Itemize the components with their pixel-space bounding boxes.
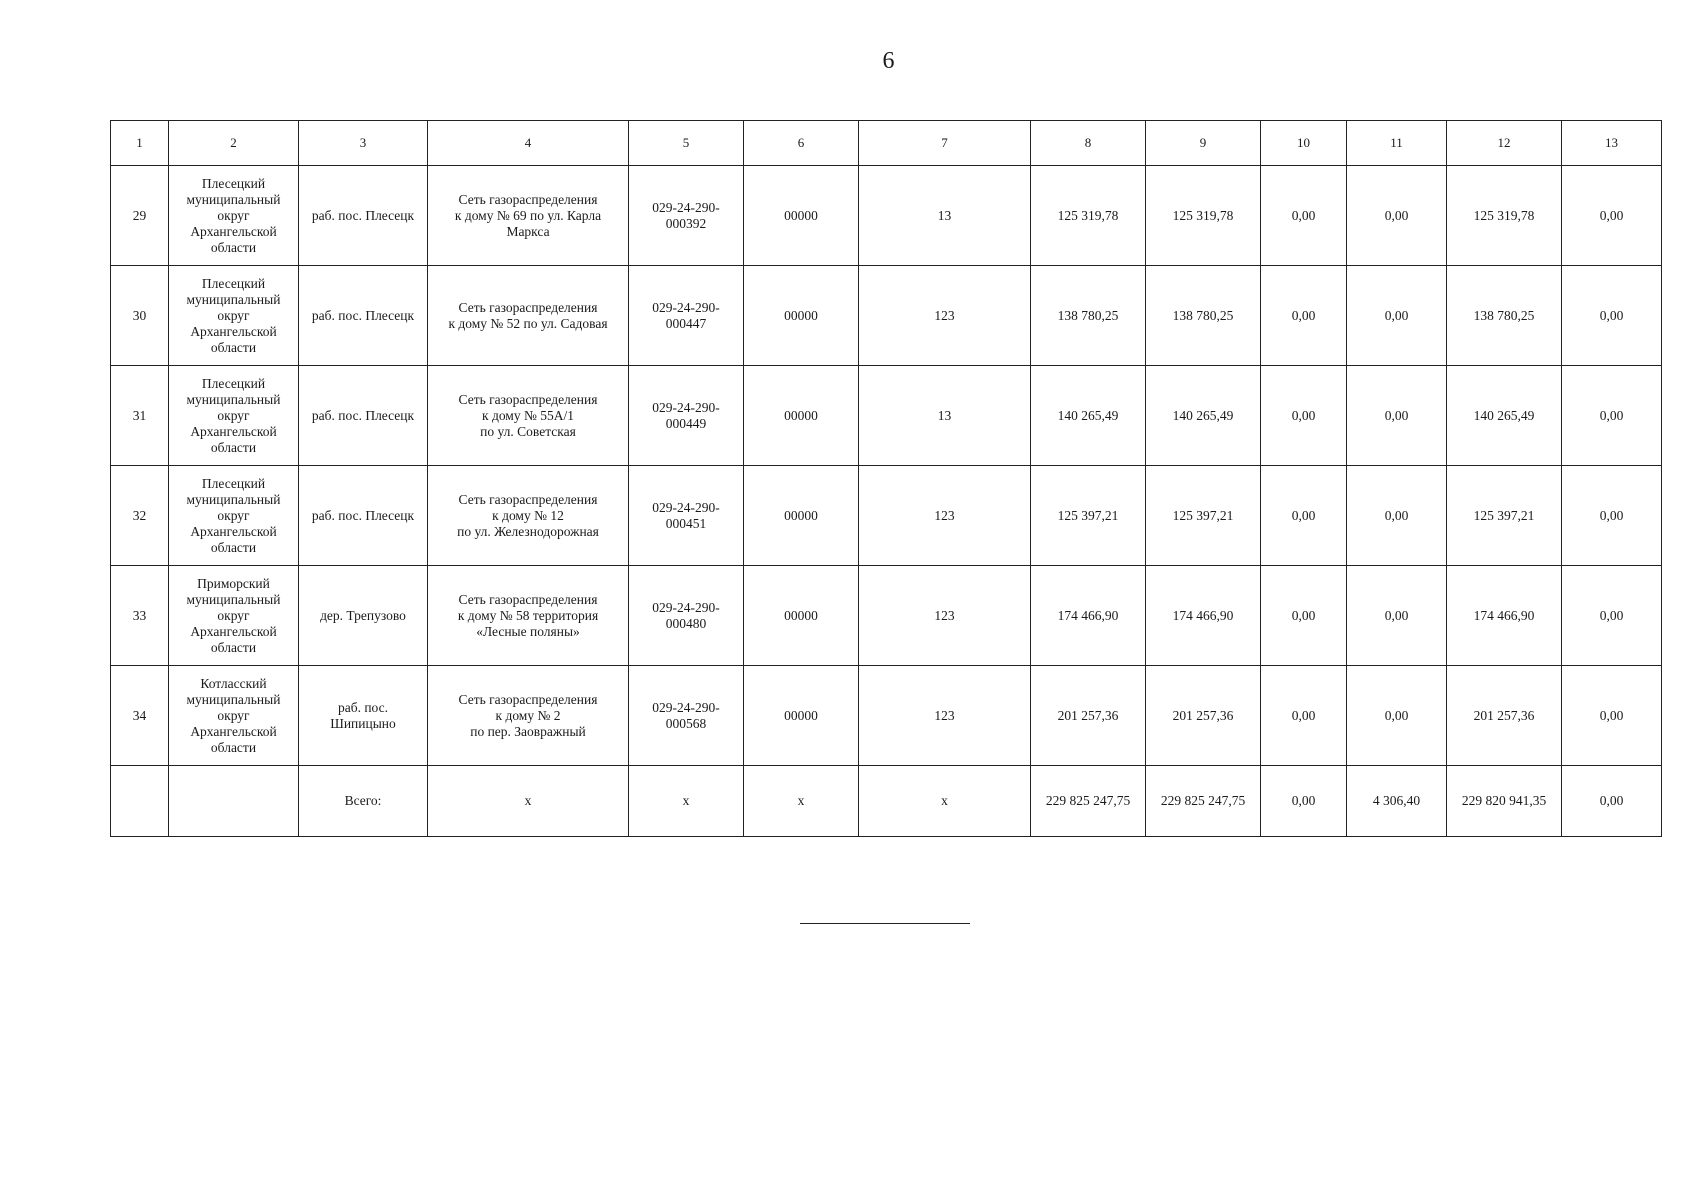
total-amount-col9-cell: 229 825 247,75 <box>1146 766 1261 837</box>
total-row <box>111 766 1662 837</box>
table-row <box>111 666 1662 766</box>
total-amount-col8-cell: 229 825 247,75 <box>1031 766 1146 837</box>
total-settlement-cell: Всего: <box>299 766 428 837</box>
settlement-cell: раб. пос. Плесецк <box>299 366 428 466</box>
settlement-cell: раб. пос. Плесецк <box>299 466 428 566</box>
amount-col10-cell: 0,00 <box>1261 266 1347 366</box>
settlement-cell: раб. пос. Шипицыно <box>299 666 428 766</box>
table-row <box>111 266 1662 366</box>
total-amount-col10-cell: 0,00 <box>1261 766 1347 837</box>
code-cell: 029-24-290- 000447 <box>629 266 744 366</box>
amount-col11-cell: 0,00 <box>1347 666 1447 766</box>
amount-col8-cell: 140 265,49 <box>1031 366 1146 466</box>
code-cell: 029-24-290- 000451 <box>629 466 744 566</box>
column-number-header: 9 <box>1146 121 1261 166</box>
municipality-cell: Плесецкий муниципальный округ Архангельской области <box>169 366 299 466</box>
object-name-cell: Сеть газораспределения к дому № 55А/1 по ул. Советская <box>428 366 629 466</box>
total-row-number-cell <box>111 766 169 837</box>
column-number-header: 13 <box>1562 121 1662 166</box>
row-number-cell: 34 <box>111 666 169 766</box>
amount-col8-cell: 125 319,78 <box>1031 166 1146 266</box>
municipality-cell: Котласский муниципальный округ Архангельской области <box>169 666 299 766</box>
amount-col10-cell: 0,00 <box>1261 666 1347 766</box>
subcode-cell: 00000 <box>744 166 859 266</box>
type-code-cell: 13 <box>859 366 1031 466</box>
column-number-header: 6 <box>744 121 859 166</box>
amount-col9-cell: 140 265,49 <box>1146 366 1261 466</box>
amount-col12-cell: 174 466,90 <box>1447 566 1562 666</box>
row-number-cell: 33 <box>111 566 169 666</box>
amount-col11-cell: 0,00 <box>1347 366 1447 466</box>
type-code-cell: 13 <box>859 166 1031 266</box>
page-number: 6 <box>882 48 895 74</box>
amount-col13-cell: 0,00 <box>1562 366 1662 466</box>
column-number-header-row <box>111 121 1662 166</box>
amount-col8-cell: 125 397,21 <box>1031 466 1146 566</box>
total-amount-col13-cell: 0,00 <box>1562 766 1662 837</box>
column-number-header: 11 <box>1347 121 1447 166</box>
amount-col13-cell: 0,00 <box>1562 566 1662 666</box>
amount-col8-cell: 174 466,90 <box>1031 566 1146 666</box>
end-of-document-line <box>800 923 970 924</box>
table-row <box>111 566 1662 666</box>
type-code-cell: 123 <box>859 566 1031 666</box>
amount-col11-cell: 0,00 <box>1347 566 1447 666</box>
municipality-cell: Плесецкий муниципальный округ Архангельской области <box>169 166 299 266</box>
total-object-name-cell: x <box>428 766 629 837</box>
subcode-cell: 00000 <box>744 366 859 466</box>
object-name-cell: Сеть газораспределения к дому № 2 по пер. Заовражный <box>428 666 629 766</box>
column-number-header: 1 <box>111 121 169 166</box>
object-name-cell: Сеть газораспределения к дому № 69 по ул. Карла Маркса <box>428 166 629 266</box>
type-code-cell: 123 <box>859 466 1031 566</box>
subcode-cell: 00000 <box>744 666 859 766</box>
row-number-cell: 30 <box>111 266 169 366</box>
amount-col9-cell: 201 257,36 <box>1146 666 1261 766</box>
type-code-cell: 123 <box>859 666 1031 766</box>
amount-col9-cell: 125 397,21 <box>1146 466 1261 566</box>
amount-col13-cell: 0,00 <box>1562 466 1662 566</box>
municipality-cell: Плесецкий муниципальный округ Архангельской области <box>169 266 299 366</box>
amount-col8-cell: 138 780,25 <box>1031 266 1146 366</box>
column-number-header: 3 <box>299 121 428 166</box>
object-name-cell: Сеть газораспределения к дому № 12 по ул. Железнодорожная <box>428 466 629 566</box>
data-table <box>110 120 1662 837</box>
code-cell: 029-24-290- 000568 <box>629 666 744 766</box>
subcode-cell: 00000 <box>744 266 859 366</box>
row-number-cell: 31 <box>111 366 169 466</box>
amount-col12-cell: 125 397,21 <box>1447 466 1562 566</box>
column-number-header: 4 <box>428 121 629 166</box>
amount-col10-cell: 0,00 <box>1261 366 1347 466</box>
subcode-cell: 00000 <box>744 566 859 666</box>
settlement-cell: дер. Трепузово <box>299 566 428 666</box>
amount-col12-cell: 138 780,25 <box>1447 266 1562 366</box>
code-cell: 029-24-290- 000480 <box>629 566 744 666</box>
table-row <box>111 166 1662 266</box>
column-number-header: 7 <box>859 121 1031 166</box>
municipality-cell: Приморский муниципальный округ Архангельской области <box>169 566 299 666</box>
amount-col12-cell: 140 265,49 <box>1447 366 1562 466</box>
amount-col13-cell: 0,00 <box>1562 266 1662 366</box>
row-number-cell: 29 <box>111 166 169 266</box>
amount-col10-cell: 0,00 <box>1261 466 1347 566</box>
amount-col12-cell: 201 257,36 <box>1447 666 1562 766</box>
total-code-cell: x <box>629 766 744 837</box>
column-number-header: 8 <box>1031 121 1146 166</box>
table-body <box>111 121 1662 837</box>
amount-col11-cell: 0,00 <box>1347 166 1447 266</box>
amount-col9-cell: 125 319,78 <box>1146 166 1261 266</box>
type-code-cell: 123 <box>859 266 1031 366</box>
amount-col10-cell: 0,00 <box>1261 166 1347 266</box>
total-municipality-cell <box>169 766 299 837</box>
amount-col9-cell: 174 466,90 <box>1146 566 1261 666</box>
subcode-cell: 00000 <box>744 466 859 566</box>
object-name-cell: Сеть газораспределения к дому № 52 по ул. Садовая <box>428 266 629 366</box>
municipality-cell: Плесецкий муниципальный округ Архангельской области <box>169 466 299 566</box>
amount-col13-cell: 0,00 <box>1562 666 1662 766</box>
total-amount-col11-cell: 4 306,40 <box>1347 766 1447 837</box>
column-number-header: 5 <box>629 121 744 166</box>
object-name-cell: Сеть газораспределения к дому № 58 территория «Лесные поляны» <box>428 566 629 666</box>
amount-col8-cell: 201 257,36 <box>1031 666 1146 766</box>
settlement-cell: раб. пос. Плесецк <box>299 266 428 366</box>
table-row <box>111 366 1662 466</box>
total-type-code-cell: x <box>859 766 1031 837</box>
total-amount-col12-cell: 229 820 941,35 <box>1447 766 1562 837</box>
column-number-header: 2 <box>169 121 299 166</box>
code-cell: 029-24-290- 000392 <box>629 166 744 266</box>
table-row <box>111 466 1662 566</box>
amount-col12-cell: 125 319,78 <box>1447 166 1562 266</box>
total-subcode-cell: x <box>744 766 859 837</box>
amount-col9-cell: 138 780,25 <box>1146 266 1261 366</box>
settlement-cell: раб. пос. Плесецк <box>299 166 428 266</box>
row-number-cell: 32 <box>111 466 169 566</box>
column-number-header: 12 <box>1447 121 1562 166</box>
code-cell: 029-24-290- 000449 <box>629 366 744 466</box>
amount-col11-cell: 0,00 <box>1347 466 1447 566</box>
amount-col11-cell: 0,00 <box>1347 266 1447 366</box>
column-number-header: 10 <box>1261 121 1347 166</box>
amount-col13-cell: 0,00 <box>1562 166 1662 266</box>
amount-col10-cell: 0,00 <box>1261 566 1347 666</box>
